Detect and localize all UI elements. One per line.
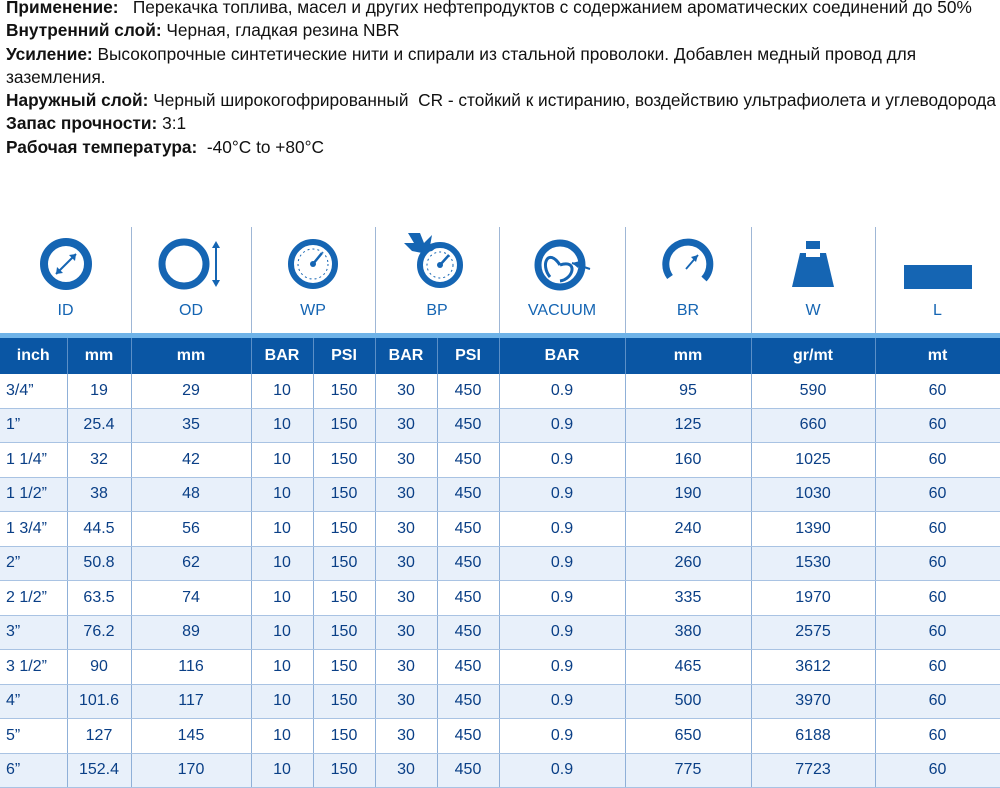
table-cell: 30 — [375, 443, 437, 478]
table-cell: 10 — [251, 374, 313, 408]
table-cell: 60 — [875, 477, 1000, 512]
table-cell: 3” — [0, 615, 67, 650]
table-cell: 48 — [131, 477, 251, 512]
table-cell: 150 — [313, 615, 375, 650]
table-cell: 150 — [313, 753, 375, 788]
table-row — [0, 374, 1000, 408]
table-cell: 10 — [251, 408, 313, 443]
table-cell: 2575 — [751, 615, 875, 650]
table-cell: 1030 — [751, 477, 875, 512]
table-cell: 0.9 — [499, 512, 625, 547]
table-body — [0, 374, 1000, 788]
table-cell: 60 — [875, 719, 1000, 754]
table-cell: 1025 — [751, 443, 875, 478]
table-cell: 0.9 — [499, 581, 625, 616]
weight-icon — [790, 237, 836, 291]
table-cell: 30 — [375, 512, 437, 547]
table-cell: 3/4” — [0, 374, 67, 408]
table-cell: 44.5 — [67, 512, 131, 547]
table-cell: 30 — [375, 408, 437, 443]
table-cell: 465 — [625, 650, 751, 685]
column-header: PSI — [437, 338, 499, 374]
table-cell: 60 — [875, 753, 1000, 788]
table-cell: 60 — [875, 512, 1000, 547]
column-header: BAR — [499, 338, 625, 374]
table-cell: 775 — [625, 753, 751, 788]
table-cell: 150 — [313, 581, 375, 616]
column-header: mt — [875, 338, 1000, 374]
table-cell: 74 — [131, 581, 251, 616]
table-row — [0, 753, 1000, 788]
table-cell: 450 — [437, 684, 499, 719]
spec-safety-factor: Запас прочности: 3:1 — [6, 113, 187, 134]
column-header: mm — [67, 338, 131, 374]
column-bp — [375, 227, 499, 333]
table-cell: 32 — [67, 443, 131, 478]
table-cell: 3612 — [751, 650, 875, 685]
table-cell: 10 — [251, 512, 313, 547]
vacuum-icon — [530, 237, 594, 293]
table-cell: 0.9 — [499, 719, 625, 754]
table-cell: 150 — [313, 477, 375, 512]
table-cell: 10 — [251, 684, 313, 719]
table-cell: 116 — [131, 650, 251, 685]
table-cell: 500 — [625, 684, 751, 719]
outer-diameter-icon — [156, 237, 226, 291]
table-cell: 150 — [313, 408, 375, 443]
column-header: mm — [625, 338, 751, 374]
table-cell: 117 — [131, 684, 251, 719]
table-cell: 10 — [251, 615, 313, 650]
table-cell: 7723 — [751, 753, 875, 788]
column-w-label: W — [805, 302, 821, 319]
table-cell: 30 — [375, 615, 437, 650]
table-cell: 450 — [437, 650, 499, 685]
table-cell: 25.4 — [67, 408, 131, 443]
table-row — [0, 443, 1000, 478]
table-cell: 42 — [131, 443, 251, 478]
table-cell: 450 — [437, 615, 499, 650]
spec-temperature: Рабочая температура: -40°C to +80°C — [6, 136, 324, 157]
table-cell: 10 — [251, 443, 313, 478]
table-cell: 1 1/4” — [0, 443, 67, 478]
table-cell: 60 — [875, 374, 1000, 408]
table-row — [0, 477, 1000, 512]
column-id-label: ID — [57, 302, 74, 319]
table-cell: 1530 — [751, 546, 875, 581]
table-cell: 0.9 — [499, 753, 625, 788]
table-cell: 450 — [437, 512, 499, 547]
table-cell: 10 — [251, 581, 313, 616]
table-cell: 590 — [751, 374, 875, 408]
table-cell: 0.9 — [499, 650, 625, 685]
table-cell: 76.2 — [67, 615, 131, 650]
table-cell: 60 — [875, 581, 1000, 616]
table-row — [0, 581, 1000, 616]
table-cell: 0.9 — [499, 684, 625, 719]
table-cell: 2” — [0, 546, 67, 581]
table-header-row — [0, 338, 1000, 374]
table-cell: 450 — [437, 408, 499, 443]
table-cell: 19 — [67, 374, 131, 408]
column-id — [0, 227, 131, 333]
table-cell: 60 — [875, 408, 1000, 443]
table-cell: 6” — [0, 753, 67, 788]
table-cell: 10 — [251, 546, 313, 581]
table-cell: 0.9 — [499, 477, 625, 512]
column-header: gr/mt — [751, 338, 875, 374]
table-cell: 240 — [625, 512, 751, 547]
table-cell: 56 — [131, 512, 251, 547]
table-cell: 60 — [875, 443, 1000, 478]
table-cell: 90 — [67, 650, 131, 685]
table-cell: 0.9 — [499, 408, 625, 443]
table-row — [0, 546, 1000, 581]
spec-inner-layer: Внутренний слой: Черная, гладкая резина NBR — [6, 20, 400, 41]
table-cell: 10 — [251, 650, 313, 685]
table-cell: 60 — [875, 546, 1000, 581]
table-cell: 335 — [625, 581, 751, 616]
table-cell: 450 — [437, 753, 499, 788]
column-br — [625, 227, 751, 333]
column-l-label: L — [933, 302, 942, 319]
table-cell: 152.4 — [67, 753, 131, 788]
column-vacuum — [499, 227, 625, 333]
table-cell: 60 — [875, 684, 1000, 719]
column-bp-label: BP — [426, 302, 448, 319]
table-cell: 1390 — [751, 512, 875, 547]
table-cell: 150 — [313, 546, 375, 581]
length-icon — [903, 237, 973, 291]
table-cell: 450 — [437, 443, 499, 478]
table-cell: 127 — [67, 719, 131, 754]
burst-pressure-gauge-icon — [402, 231, 472, 291]
table-cell: 50.8 — [67, 546, 131, 581]
column-header: BAR — [375, 338, 437, 374]
inner-diameter-icon — [39, 237, 93, 291]
table-cell: 650 — [625, 719, 751, 754]
table-row — [0, 650, 1000, 685]
table-cell: 10 — [251, 753, 313, 788]
table-cell: 101.6 — [67, 684, 131, 719]
table-cell: 125 — [625, 408, 751, 443]
table-cell: 0.9 — [499, 615, 625, 650]
table-cell: 0.9 — [499, 374, 625, 408]
table-cell: 145 — [131, 719, 251, 754]
table-cell: 0.9 — [499, 546, 625, 581]
spec-outer-layer: Наружный слой: Черный широкогофрированный CR - стойкий к истиранию, воздействию ультрафиолета и углеводорода — [6, 90, 997, 111]
spec-description — [6, 0, 998, 159]
column-od-label: OD — [179, 302, 203, 319]
table-cell: 0.9 — [499, 443, 625, 478]
column-header: PSI — [313, 338, 375, 374]
table-cell: 3970 — [751, 684, 875, 719]
table-cell: 450 — [437, 477, 499, 512]
column-vacuum-label: VACUUM — [527, 302, 597, 319]
table-cell: 30 — [375, 477, 437, 512]
table-cell: 2 1/2” — [0, 581, 67, 616]
spec-reinforcement: Усиление: Высокопрочные синтетические нити и спирали из стальной проволоки. Добавлен медный провод для заземления. — [6, 43, 921, 87]
table-cell: 450 — [437, 374, 499, 408]
column-header: mm — [131, 338, 251, 374]
table-cell: 30 — [375, 650, 437, 685]
table-cell: 30 — [375, 546, 437, 581]
column-od — [131, 227, 251, 333]
table-cell: 30 — [375, 719, 437, 754]
working-pressure-gauge-icon — [286, 237, 340, 291]
table-row — [0, 719, 1000, 754]
table-cell: 450 — [437, 546, 499, 581]
table-cell: 30 — [375, 753, 437, 788]
table-cell: 150 — [313, 443, 375, 478]
table-cell: 30 — [375, 684, 437, 719]
table-cell: 190 — [625, 477, 751, 512]
column-l — [875, 227, 1000, 333]
table-cell: 35 — [131, 408, 251, 443]
icon-header-row — [0, 227, 1000, 333]
table-row — [0, 684, 1000, 719]
table-cell: 260 — [625, 546, 751, 581]
column-w — [751, 227, 875, 333]
column-header: BAR — [251, 338, 313, 374]
table-cell: 6188 — [751, 719, 875, 754]
table-cell: 380 — [625, 615, 751, 650]
table-cell: 30 — [375, 581, 437, 616]
table-cell: 150 — [313, 719, 375, 754]
table-cell: 30 — [375, 374, 437, 408]
spec-application: Применение: Перекачка топлива, масел и других нефтепродуктов с содержанием ароматических соединений до 50% — [6, 0, 972, 17]
table-cell: 38 — [67, 477, 131, 512]
table-cell: 62 — [131, 546, 251, 581]
table-row — [0, 408, 1000, 443]
table-cell: 63.5 — [67, 581, 131, 616]
table-cell: 4” — [0, 684, 67, 719]
specs-table — [0, 338, 1000, 788]
table-cell: 150 — [313, 684, 375, 719]
table-cell: 150 — [313, 374, 375, 408]
table-cell: 60 — [875, 650, 1000, 685]
table-cell: 160 — [625, 443, 751, 478]
table-cell: 450 — [437, 719, 499, 754]
column-br-label: BR — [676, 302, 700, 319]
column-header: inch — [0, 338, 67, 374]
table-cell: 1” — [0, 408, 67, 443]
table-cell: 1 3/4” — [0, 512, 67, 547]
table-cell: 150 — [313, 512, 375, 547]
table-cell: 150 — [313, 650, 375, 685]
table-cell: 170 — [131, 753, 251, 788]
table-cell: 10 — [251, 477, 313, 512]
table-cell: 29 — [131, 374, 251, 408]
column-wp-label: WP — [300, 302, 326, 319]
table-cell: 1970 — [751, 581, 875, 616]
table-cell: 3 1/2” — [0, 650, 67, 685]
table-cell: 1 1/2” — [0, 477, 67, 512]
table-row — [0, 615, 1000, 650]
table-cell: 10 — [251, 719, 313, 754]
table-cell: 89 — [131, 615, 251, 650]
table-cell: 95 — [625, 374, 751, 408]
table-row — [0, 512, 1000, 547]
bend-radius-icon — [658, 237, 718, 293]
table-cell: 60 — [875, 615, 1000, 650]
column-wp — [251, 227, 375, 333]
table-cell: 660 — [751, 408, 875, 443]
table-cell: 450 — [437, 581, 499, 616]
table-cell: 5” — [0, 719, 67, 754]
